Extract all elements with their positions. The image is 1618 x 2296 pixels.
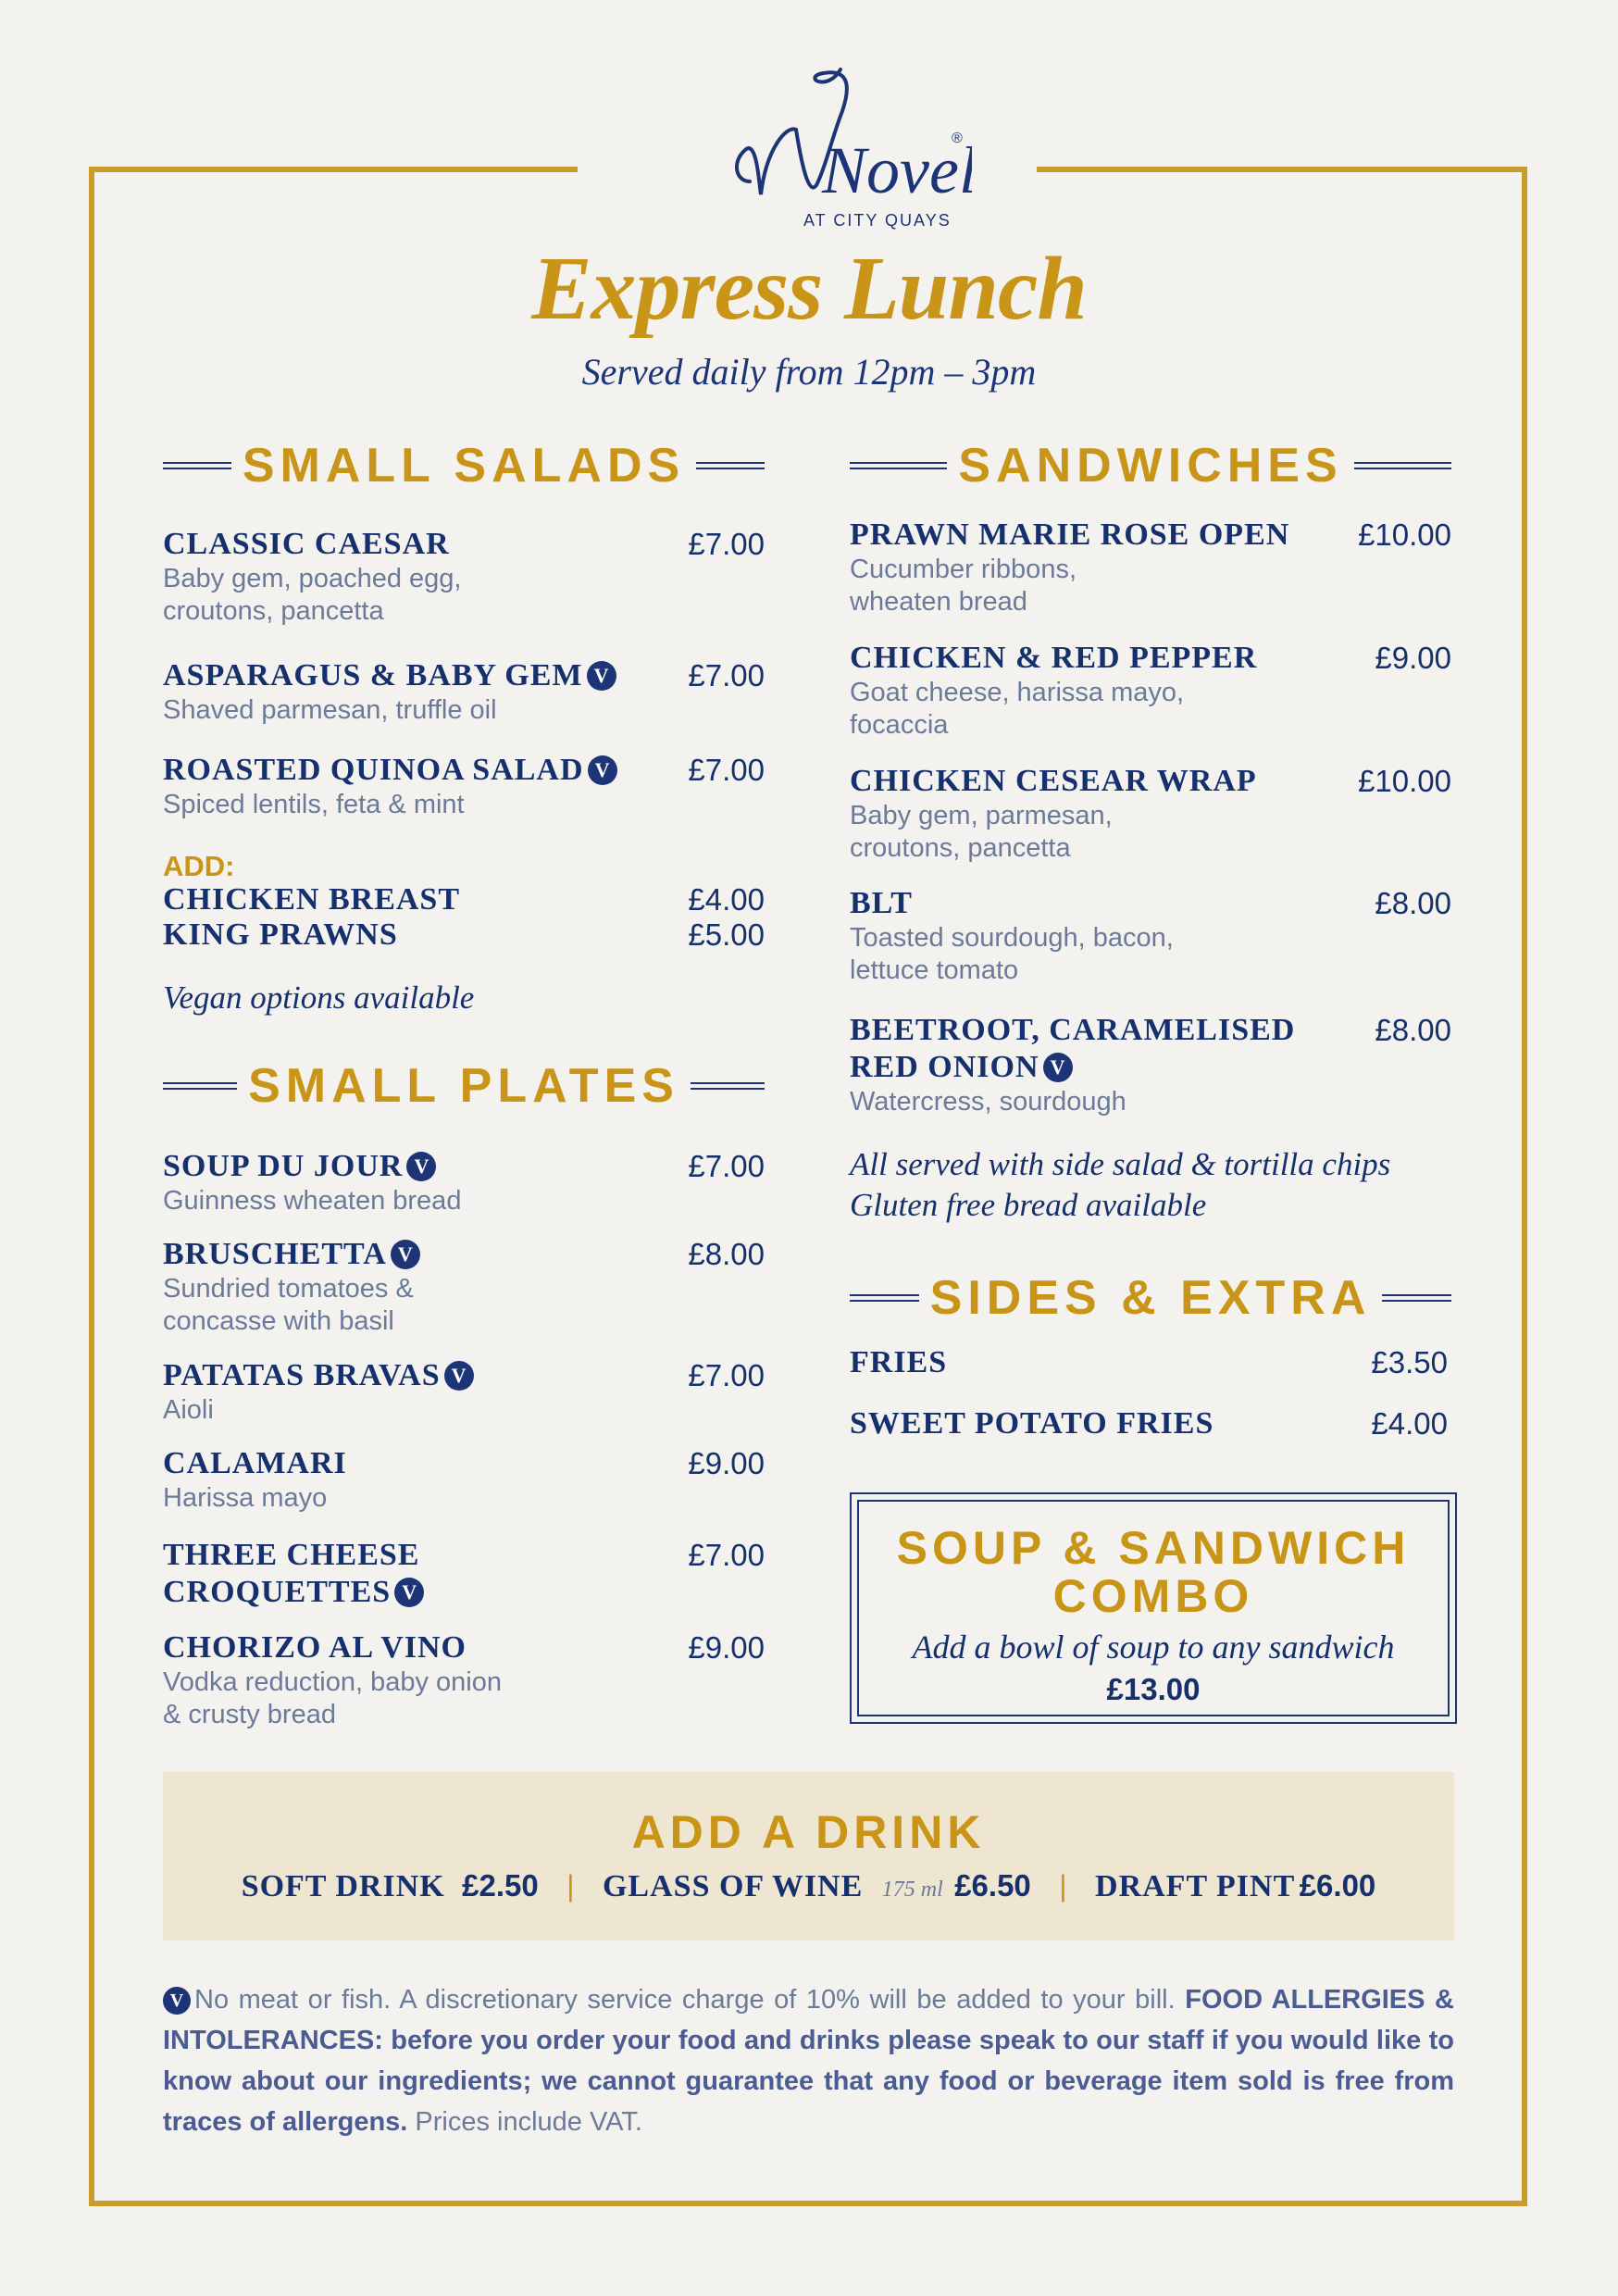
vegetarian-icon: V bbox=[391, 1240, 420, 1269]
sandwich-note: All served with side salad & tortilla chips Gluten free bread available bbox=[850, 1146, 1391, 1223]
price: £7.00 bbox=[688, 1149, 765, 1183]
vegetarian-icon: V bbox=[1043, 1053, 1073, 1082]
addon-chicken-breast: CHICKEN BREAST £4.00 bbox=[163, 882, 765, 917]
heading-rule bbox=[163, 1082, 237, 1090]
page-title: Express Lunch bbox=[531, 239, 1087, 339]
combo-title: SOUP & SANDWICH COMBO bbox=[896, 1522, 1411, 1622]
price: £6.00 bbox=[1299, 1868, 1376, 1903]
novelli-logo bbox=[648, 46, 972, 231]
add-label: ADD: bbox=[163, 850, 235, 882]
drinks-heading: ADD A DRINK bbox=[631, 1806, 986, 1858]
drink-draft-pint: DRAFT PINT bbox=[1095, 1869, 1296, 1903]
service-hours: Served daily from 12pm – 3pm bbox=[581, 351, 1037, 393]
small-plates-heading: SMALL PLATES bbox=[163, 1058, 765, 1114]
vegetarian-icon: V bbox=[588, 755, 617, 785]
menu-item-prawn-marie-rose: PRAWN MARIE ROSE OPEN £10.00 Cucumber ribbons, wheaten bread bbox=[850, 518, 1451, 617]
vegetarian-icon: V bbox=[444, 1361, 474, 1391]
svg-text:Novelli: Nove bbox=[822, 133, 959, 207]
price: £9.00 bbox=[1375, 641, 1451, 675]
heading-rule bbox=[850, 1294, 919, 1302]
drink-soft-drink: SOFT DRINK bbox=[241, 1869, 445, 1903]
sides-heading: SIDES & EXTRA bbox=[850, 1270, 1451, 1326]
price: £10.00 bbox=[1358, 764, 1451, 798]
combo-inner-border bbox=[857, 1500, 1450, 1716]
menu-item-chorizo-al-vino: CHORIZO AL VINO £9.00 Vodka reduction, baby onion & crusty bread bbox=[163, 1630, 765, 1729]
price: £10.00 bbox=[1358, 518, 1451, 552]
separator: | bbox=[566, 1869, 575, 1903]
price: £7.00 bbox=[688, 753, 765, 787]
price: £4.00 bbox=[1371, 1406, 1448, 1441]
menu-item-bruschetta: BRUSCHETTA V £8.00 Sundried tomatoes & concasse with basil bbox=[163, 1237, 765, 1336]
menu-item-calamari: CALAMARI £9.00 Harissa mayo bbox=[163, 1446, 765, 1513]
price: £4.00 bbox=[688, 882, 765, 917]
price: £3.50 bbox=[1371, 1345, 1448, 1379]
price: £2.50 bbox=[462, 1868, 539, 1903]
menu-item-classic-caesar: CLASSIC CAESAR £7.00 Baby gem, poached egg, croutons, pancetta bbox=[163, 527, 765, 626]
price: £8.00 bbox=[1375, 1013, 1451, 1047]
menu-item-soup-du-jour: SOUP DU JOUR V £7.00 Guinness wheaten bread bbox=[163, 1149, 765, 1216]
menu-item-blt: BLT £8.00 Toasted sourdough, bacon, lettuce tomato bbox=[850, 886, 1451, 985]
drink-glass-of-wine: GLASS OF WINE bbox=[602, 1869, 864, 1903]
menu-item-chicken-red-pepper: CHICKEN & RED PEPPER £9.00 Goat cheese, harissa mayo, focaccia bbox=[850, 641, 1451, 740]
vegetarian-icon: V bbox=[163, 1987, 191, 2015]
price: £7.00 bbox=[688, 1538, 765, 1572]
price: £9.00 bbox=[688, 1630, 765, 1665]
heading-rule bbox=[1354, 462, 1451, 469]
vegetarian-icon: V bbox=[406, 1152, 436, 1181]
separator: | bbox=[1059, 1869, 1067, 1903]
price: £9.00 bbox=[688, 1446, 765, 1480]
svg-text:®: ® bbox=[952, 131, 963, 146]
menu-item-chicken-cesear-wrap: CHICKEN CESEAR WRAP £10.00 Baby gem, parmesan, croutons, pancetta bbox=[850, 764, 1451, 863]
combo-box bbox=[850, 1492, 1457, 1724]
add-a-drink-panel bbox=[163, 1772, 1454, 1940]
heading-rule bbox=[696, 462, 765, 469]
small-salads-heading: SMALL SALADS bbox=[163, 438, 765, 493]
heading-rule bbox=[691, 1082, 765, 1090]
menu-item-fries: FRIES £3.50 bbox=[850, 1345, 1448, 1379]
price: £6.50 bbox=[954, 1868, 1031, 1903]
sandwiches-heading: SANDWICHES bbox=[850, 438, 1451, 493]
menu-item-asparagus: ASPARAGUS & BABY GEM V £7.00 Shaved parmesan, truffle oil bbox=[163, 658, 765, 725]
heading-rule bbox=[163, 462, 231, 469]
combo-description: Add a bowl of soup to any sandwich bbox=[912, 1628, 1395, 1666]
price: £8.00 bbox=[1375, 886, 1451, 920]
price: £7.00 bbox=[688, 1358, 765, 1392]
heading-rule bbox=[1382, 1294, 1451, 1302]
menu-item-three-cheese-croquettes: THREE CHEESE CROQUETTES V £7.00 bbox=[163, 1538, 765, 1609]
price: £7.00 bbox=[688, 527, 765, 561]
vegan-note: Vegan options available bbox=[163, 980, 475, 1016]
price: £5.00 bbox=[688, 917, 765, 952]
drinks-row bbox=[163, 1868, 1454, 1904]
price: £8.00 bbox=[688, 1237, 765, 1271]
vegetarian-icon: V bbox=[587, 661, 616, 691]
price: £7.00 bbox=[688, 658, 765, 693]
combo-price: £13.00 bbox=[1106, 1672, 1201, 1706]
footer-disclaimer: V No meat or fish. A discretionary service charge of 10% will be added to your bill. FOOD ALLERGIES & INTOLERANCES: before you order your food and drinks please speak to our staff if you would like to know about our ingredients; we cannot guarantee that any food or beverage item sold is free from traces of allergens. Prices include VAT. bbox=[163, 1985, 1455, 2137]
heading-rule bbox=[850, 462, 947, 469]
menu-item-patatas-bravas: PATATAS BRAVAS V £7.00 Aioli bbox=[163, 1358, 765, 1425]
wine-size: 175 ml bbox=[881, 1878, 943, 1902]
menu-item-quinoa-salad: ROASTED QUINOA SALAD V £7.00 Spiced lentils, feta & mint bbox=[163, 753, 765, 819]
vegetarian-icon: V bbox=[394, 1578, 424, 1607]
svg-text:AT CITY QUAYS: AT CITY QUAYS bbox=[803, 211, 952, 230]
addon-king-prawns: KING PRAWNS £5.00 bbox=[163, 917, 765, 952]
allergy-notice: FOOD ALLERGIES & INTOLERANCES: before you order your food and drinks please speak to our staff if you would like to know about our ingredients; we cannot guarantee that any food or beverage item sold is free from traces of allergens. bbox=[163, 1985, 1455, 2137]
menu-item-sweet-potato-fries: SWEET POTATO FRIES £4.00 bbox=[850, 1406, 1448, 1441]
menu-item-beetroot: BEETROOT, CARAMELISED RED ONION V £8.00 Watercress, sourdough bbox=[850, 1013, 1451, 1117]
